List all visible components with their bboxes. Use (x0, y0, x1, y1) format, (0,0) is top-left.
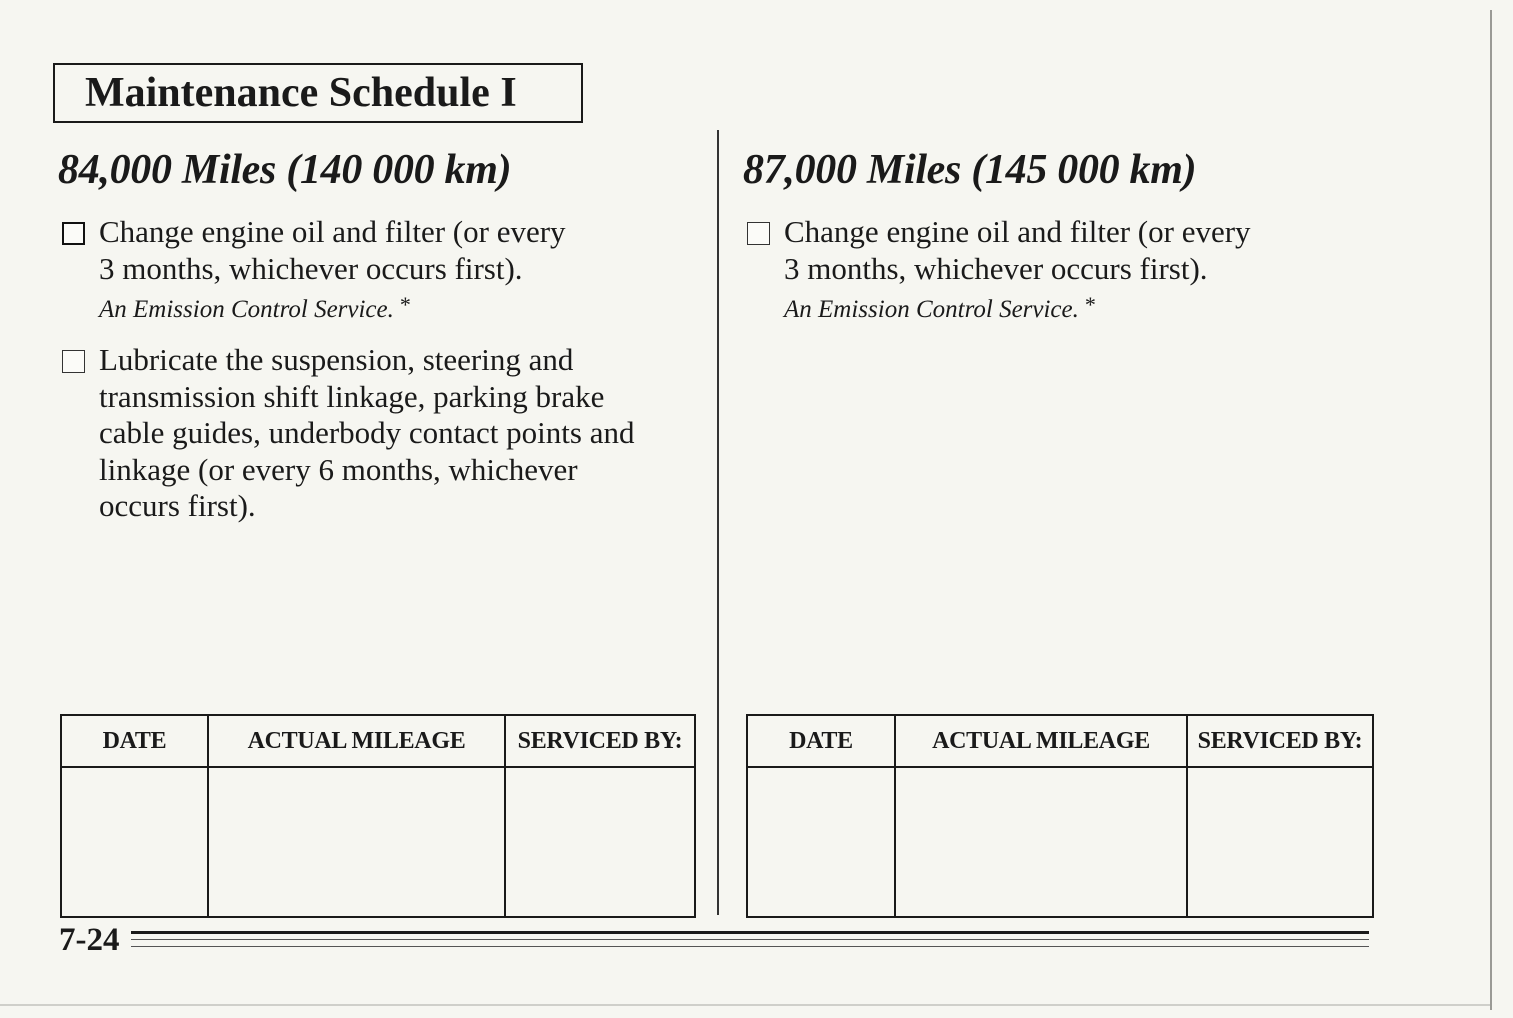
emission-note-text: An Emission Control Service. (784, 296, 1079, 323)
item-line: cable guides, underbody contact points and (99, 415, 635, 450)
table-header-row (747, 715, 1373, 767)
page-number: 7-24 (59, 922, 120, 958)
footer-rule (131, 946, 1369, 947)
column-divider (717, 130, 719, 915)
actual-mileage-cell[interactable] (208, 767, 505, 917)
actual-mileage-column-header: ACTUAL MILEAGE (895, 715, 1187, 767)
emission-note (784, 287, 1393, 328)
item-line: 3 months, whichever occurs first). (99, 250, 523, 286)
lubricate-checkbox[interactable] (62, 350, 85, 373)
actual-mileage-column-header: ACTUAL MILEAGE (208, 715, 505, 767)
item-line: linkage (or every 6 months, whichever (99, 451, 578, 487)
asterisk-mark: * (1084, 292, 1096, 317)
table-row (61, 767, 695, 917)
footer-rule (131, 931, 1369, 934)
item-line: Lubricate the suspension, steering and (99, 342, 574, 377)
date-column-header: DATE (747, 715, 895, 767)
item-line: Change engine oil and filter (or every (784, 214, 1251, 249)
page-title: Maintenance Schedule I (53, 63, 583, 123)
left-mileage-heading: 84,000 Miles (140 000 km) (58, 147, 512, 193)
left-column (58, 140, 708, 539)
left-service-record-table (60, 714, 696, 918)
item-line: 3 months, whichever occurs first). (784, 250, 1208, 286)
table-row (747, 767, 1373, 917)
item-line: Change engine oil and filter (or every (99, 214, 566, 249)
date-column-header: DATE (61, 715, 208, 767)
emission-note-text: An Emission Control Service. (99, 296, 394, 323)
serviced-by-cell[interactable] (1187, 767, 1373, 917)
item-text (99, 342, 708, 525)
serviced-by-column-header: SERVICED BY: (1187, 715, 1373, 767)
table-header-row (61, 715, 695, 767)
right-mileage-heading: 87,000 Miles (145 000 km) (743, 147, 1197, 193)
date-cell[interactable] (61, 767, 208, 917)
serviced-by-column-header: SERVICED BY: (505, 715, 695, 767)
left-item-lubricate (58, 342, 708, 525)
page-edge-bottom (0, 1004, 1490, 1006)
right-column (743, 140, 1393, 342)
asterisk-mark: * (399, 292, 411, 317)
left-item-oil-change (58, 214, 708, 328)
page-edge-right (1490, 10, 1492, 1010)
emission-note (99, 287, 708, 328)
item-line: occurs first). (99, 488, 256, 523)
actual-mileage-cell[interactable] (895, 767, 1187, 917)
item-text (784, 214, 1393, 287)
oil-change-checkbox[interactable] (747, 222, 770, 245)
footer-rule (131, 939, 1369, 940)
item-line: transmission shift linkage, parking brake (99, 378, 605, 414)
oil-change-checkbox[interactable] (62, 222, 85, 245)
item-text (99, 214, 708, 287)
date-cell[interactable] (747, 767, 895, 917)
right-item-oil-change (743, 214, 1393, 328)
serviced-by-cell[interactable] (505, 767, 695, 917)
right-service-record-table (746, 714, 1374, 918)
